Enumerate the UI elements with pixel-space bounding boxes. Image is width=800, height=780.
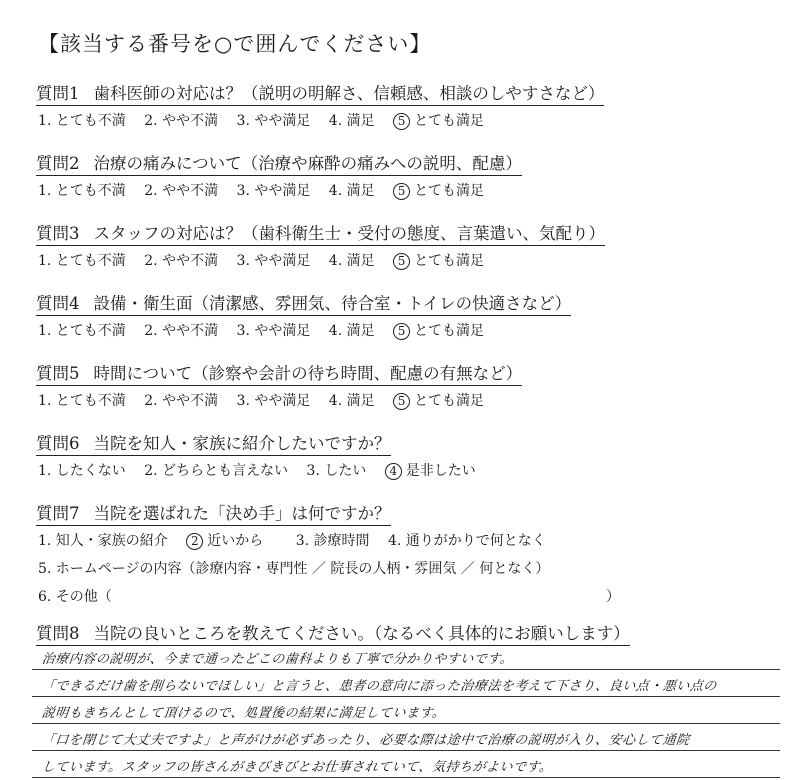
q5-option-1[interactable]: 1. とても不満 bbox=[38, 393, 126, 409]
question-4-heading bbox=[36, 290, 571, 316]
q7-option-5[interactable]: 5. ホームページの内容（診療内容・専門性 ／ 院長の人柄・雰囲気 ／ 何となく） bbox=[38, 561, 550, 577]
q6-option-4-label: 是非したい bbox=[405, 463, 476, 479]
handwriting-line-2 bbox=[32, 670, 780, 697]
question-4-label: 質問4 bbox=[36, 294, 80, 313]
question-3-text: スタッフの対応は？（歯科衛生士・受付の態度、言葉遣い、気配り） bbox=[93, 224, 605, 243]
handwritten-answer bbox=[32, 643, 780, 778]
question-2-text: 治療の痛みについて（治療や麻酔の痛みへの説明、配慮） bbox=[93, 154, 522, 173]
handwriting-text-4: 「口を閉じて大丈夫ですよ」と声がけが必ずあったり、必要な際は途中で治療の説明が入り、安心して通院 bbox=[41, 733, 691, 748]
q4-option-5-circled[interactable] bbox=[393, 323, 498, 339]
q6-option-3[interactable]: 3. したい bbox=[306, 463, 367, 479]
q7-option-3[interactable]: 3. 診療時間 bbox=[295, 533, 370, 549]
q6-option-1[interactable]: 1. したくない bbox=[38, 463, 126, 479]
handwriting-line-4 bbox=[32, 724, 780, 751]
q7-option-1[interactable]: 1. 知人・家族の紹介 bbox=[38, 533, 168, 549]
q6-option-2[interactable]: 2. どちらとも言えない bbox=[144, 463, 289, 479]
circled-number: 2 bbox=[186, 533, 203, 550]
q1-option-5-circled[interactable] bbox=[393, 113, 498, 129]
circled-number: 5 bbox=[393, 253, 410, 270]
handwriting-line-3 bbox=[32, 697, 780, 724]
question-6-label: 質問6 bbox=[36, 434, 80, 453]
question-2-options bbox=[36, 180, 776, 200]
circled-number: 5 bbox=[393, 393, 410, 410]
handwriting-text-1: 治療内容の説明が、今まで通ったどこの歯科よりも丁寧で分かりやすいです。 bbox=[41, 652, 515, 667]
question-2 bbox=[36, 150, 776, 200]
q6-option-4-circled[interactable] bbox=[385, 463, 490, 479]
q5-option-3[interactable]: 3. やや満足 bbox=[236, 393, 311, 409]
question-5-heading bbox=[36, 360, 522, 386]
question-5 bbox=[36, 360, 776, 410]
handwriting-text-2: 「できるだけ歯を削らないでほしい」と言うと、患者の意向に添った治療法を考えて下さり、良い点・悪い点の bbox=[41, 679, 718, 694]
q2-option-5-circled[interactable] bbox=[393, 183, 498, 199]
circled-number: 4 bbox=[385, 463, 402, 480]
q4-option-1[interactable]: 1. とても不満 bbox=[38, 323, 126, 339]
question-8-label: 質問8 bbox=[36, 624, 80, 643]
question-5-options bbox=[36, 390, 776, 410]
q5-option-4[interactable]: 4. 満足 bbox=[328, 393, 375, 409]
q1-option-1[interactable]: 1. とても不満 bbox=[38, 113, 126, 129]
question-7-row-3 bbox=[36, 586, 776, 606]
q5-option-2[interactable]: 2. やや不満 bbox=[144, 393, 219, 409]
q3-option-5-circled[interactable] bbox=[393, 253, 498, 269]
question-7-label: 質問7 bbox=[36, 504, 80, 523]
question-7-row-1 bbox=[36, 530, 776, 550]
q3-option-4[interactable]: 4. 満足 bbox=[328, 253, 375, 269]
q7-option-2-label: 近いから bbox=[207, 533, 264, 549]
handwriting-line-5 bbox=[32, 751, 780, 778]
question-5-text: 時間について（診察や会計の待ち時間、配慮の有無など） bbox=[93, 364, 523, 383]
question-6-options bbox=[36, 460, 776, 480]
question-1-label: 質問1 bbox=[36, 84, 80, 103]
question-7 bbox=[36, 500, 776, 606]
q2-option-4[interactable]: 4. 満足 bbox=[328, 183, 375, 199]
q2-option-1[interactable]: 1. とても不満 bbox=[38, 183, 126, 199]
handwriting-text-5: しています。スタッフの皆さんがきびきびとお仕事されていて、気持ちがよいです。 bbox=[41, 760, 554, 775]
q1-option-5-label: とても満足 bbox=[414, 113, 485, 129]
q3-option-1[interactable]: 1. とても不満 bbox=[38, 253, 126, 269]
q3-option-5-label: とても満足 bbox=[414, 253, 485, 269]
question-3-heading bbox=[36, 220, 605, 246]
q7-option-4[interactable]: 4. 通りがかりで何となく bbox=[387, 533, 546, 549]
circled-number: 5 bbox=[393, 113, 410, 130]
circled-number: 5 bbox=[393, 183, 410, 200]
question-4 bbox=[36, 290, 776, 340]
question-1-text: 歯科医師の対応は？（説明の明解さ、信頼感、相談のしやすさなど） bbox=[93, 84, 605, 103]
question-8-text: 当院の良いところを教えてください。（なるべく具体的にお願いします） bbox=[93, 624, 630, 643]
question-7-row-2 bbox=[36, 558, 776, 578]
q5-option-5-label: とても満足 bbox=[414, 393, 485, 409]
q3-option-3[interactable]: 3. やや満足 bbox=[236, 253, 311, 269]
q7-option-6-close-paren: ） bbox=[606, 589, 620, 605]
handwriting-text-3: 説明もきちんとして頂けるので、処置後の結果に満足しています。 bbox=[41, 706, 447, 721]
q7-option-6[interactable]: 6. その他（ bbox=[38, 589, 112, 605]
q2-option-3[interactable]: 3. やや満足 bbox=[236, 183, 311, 199]
question-1-options bbox=[36, 110, 776, 130]
q1-option-2[interactable]: 2. やや不満 bbox=[144, 113, 219, 129]
q4-option-2[interactable]: 2. やや不満 bbox=[144, 323, 219, 339]
question-4-text: 設備・衛生面（清潔感、雰囲気、待合室・トイレの快適さなど） bbox=[93, 294, 572, 313]
question-6-text: 当院を知人・家族に紹介したいですか？ bbox=[93, 434, 391, 453]
q2-option-5-label: とても満足 bbox=[414, 183, 485, 199]
question-1 bbox=[36, 80, 776, 130]
q1-option-4[interactable]: 4. 満足 bbox=[328, 113, 375, 129]
q2-option-2[interactable]: 2. やや不満 bbox=[144, 183, 219, 199]
question-5-label: 質問5 bbox=[36, 364, 80, 383]
q4-option-5-label: とても満足 bbox=[414, 323, 485, 339]
q3-option-2[interactable]: 2. やや不満 bbox=[144, 253, 219, 269]
question-6 bbox=[36, 430, 776, 480]
circled-number: 5 bbox=[393, 323, 410, 340]
q4-option-4[interactable]: 4. 満足 bbox=[328, 323, 375, 339]
q1-option-3[interactable]: 3. やや満足 bbox=[236, 113, 311, 129]
question-4-options bbox=[36, 320, 776, 340]
question-7-text: 当院を選ばれた「決め手」は何ですか？ bbox=[93, 504, 391, 523]
question-7-heading bbox=[36, 500, 391, 526]
question-3-label: 質問3 bbox=[36, 224, 80, 243]
question-3-options bbox=[36, 250, 776, 270]
page-title: 【該当する番号を○で囲んでください】 bbox=[38, 32, 432, 56]
q7-option-2-circled[interactable] bbox=[186, 533, 277, 549]
q5-option-5-circled[interactable] bbox=[393, 393, 498, 409]
question-1-heading bbox=[36, 80, 604, 106]
q4-option-3[interactable]: 3. やや満足 bbox=[236, 323, 311, 339]
question-2-heading bbox=[36, 150, 522, 176]
question-6-heading bbox=[36, 430, 391, 456]
question-3 bbox=[36, 220, 776, 270]
question-2-label: 質問2 bbox=[36, 154, 80, 173]
handwriting-line-1 bbox=[32, 643, 780, 670]
